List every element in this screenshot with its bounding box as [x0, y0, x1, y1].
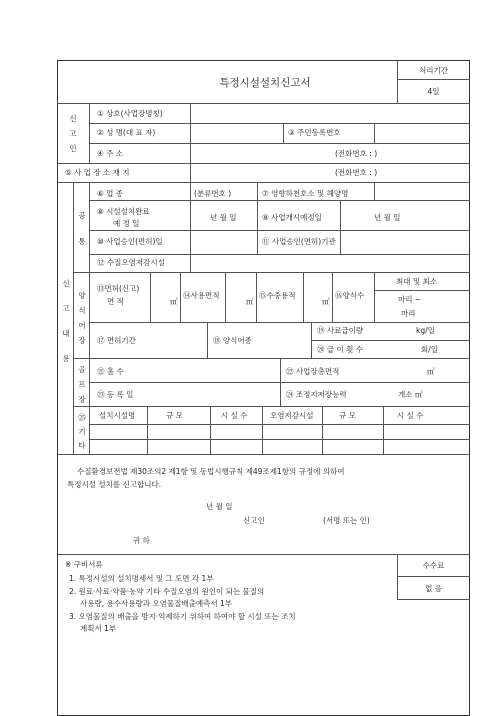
etc-col-count: 시 설 수	[221, 411, 248, 420]
divider	[262, 406, 263, 454]
section-report-char: 용	[62, 354, 70, 363]
industry-label: ⑥ 업 종	[97, 189, 123, 198]
divider	[57, 554, 470, 555]
form-title: 특정시설설치신고서	[219, 77, 311, 89]
required-docs-title: ※ 구비서류	[65, 560, 103, 569]
fee-value: 없 음	[425, 584, 442, 593]
divider	[57, 103, 470, 104]
divider	[89, 182, 90, 454]
subsection-etc-char: ㉕	[78, 413, 86, 422]
divider	[374, 123, 375, 143]
divider	[397, 576, 470, 577]
total-area-label: ㉒ 사업장총면적	[286, 367, 340, 376]
water-volume-unit: ㎡	[322, 297, 330, 306]
divider	[147, 406, 148, 454]
feeding-times-unit: 회/일	[421, 345, 439, 354]
divider	[190, 163, 191, 182]
processing-period-label: 처리기간	[419, 66, 448, 75]
completion-date-value: 년 월 일	[210, 213, 237, 222]
divider	[57, 182, 470, 183]
divider	[89, 103, 90, 163]
etc-col-reduction: 오염저감시설	[270, 411, 314, 420]
divider	[180, 272, 181, 322]
subsection-aquaculture-char: 장	[78, 336, 86, 345]
required-doc-2b: 사용량, 용수사용량과 오염물질배출예측서 1부	[80, 599, 232, 608]
approval-date-label: ⑩ 사업승인(면허)일	[97, 237, 163, 246]
start-date-label: ⑨ 사업개시예정일	[262, 213, 322, 222]
divider	[322, 406, 323, 454]
statement-line-1: 수질환경보전법 제30조의2 제1항 및 동법시행규칙 제49조제1항의 규정에 의하여	[77, 467, 345, 476]
etc-col-facility: 설치시설명	[99, 411, 136, 420]
resident-number-label: ③ 주민등록번호	[288, 128, 341, 137]
divider	[57, 163, 470, 164]
subsection-golf-char: 프	[78, 380, 86, 389]
license-period-label: ⑰ 면허기간	[97, 336, 136, 345]
stock-count-from: 마리 ~	[398, 295, 422, 304]
reservoir-capacity-label: ㉔ 조정지저장능력	[286, 390, 347, 399]
stock-count-minmax: 최대 및 최소	[396, 277, 437, 286]
divider	[374, 290, 470, 291]
statement-line-2: 특정시설 설치를 신고합니다.	[67, 480, 162, 489]
subsection-etc-char: 기	[78, 427, 86, 436]
fee-label: 수수료	[422, 561, 445, 570]
divider	[311, 340, 470, 341]
pollution-reduction-label: ⑫ 수질오염저감시설	[97, 258, 165, 267]
section-report-char: 신	[62, 279, 70, 288]
subsection-golf-char: 장	[78, 395, 86, 404]
representative-name-label: ② 성 명(대 표 자)	[97, 128, 156, 137]
divider	[210, 406, 211, 454]
addressee: 귀 하	[133, 536, 150, 545]
site-phone: (전화번호 : )	[335, 168, 378, 177]
feeding-times-label: ⑳ 급 이 횟 수	[317, 345, 364, 354]
divider	[374, 182, 375, 200]
divider	[397, 599, 470, 600]
required-doc-2a: 2. 원료·사료·약품·농약 기타 수질오염의 원인이 되는 물질의	[69, 587, 265, 596]
licensed-area-label-1: ⑬면허(신고)	[97, 284, 140, 293]
registration-date-label: ㉓ 등 록 일	[97, 390, 134, 399]
etc-col-count-2: 시 설 수	[397, 411, 424, 420]
divider	[89, 424, 470, 425]
business-name-label: ① 상호(사업장명칭)	[97, 109, 163, 118]
etc-col-scale-2: 규 모	[339, 411, 356, 420]
subsection-etc-char: 타	[78, 441, 86, 450]
site-location-label: ⑤ 사 업 장 소 재 지	[65, 168, 130, 177]
stock-count-to: 마리	[401, 309, 416, 318]
section-report-char: 고	[62, 304, 70, 313]
subsection-common-char: 통	[78, 237, 86, 246]
divider	[225, 272, 226, 322]
divider	[190, 182, 191, 272]
divider	[89, 143, 470, 144]
divider	[340, 230, 341, 254]
divider	[207, 322, 208, 358]
divider	[303, 272, 304, 322]
affected-water-label: ⑦ 영향하천호소 및 해양명	[262, 189, 349, 198]
feed-amount-label: ⑲ 사료급이량	[317, 326, 364, 335]
divider	[89, 230, 470, 231]
used-area-unit: ㎡	[246, 297, 254, 306]
subsection-common-char: 공	[78, 211, 86, 220]
divider	[89, 123, 470, 124]
section-applicant-char: 인	[69, 144, 77, 153]
divider	[397, 79, 470, 80]
divider	[190, 143, 191, 163]
subsection-aquaculture-char: 식	[78, 306, 86, 315]
species-label: ⑱ 양식어종	[213, 336, 252, 345]
section-report-char: 내	[62, 329, 70, 338]
total-area-unit: ㎡	[427, 367, 435, 376]
section-applicant-char: 고	[69, 129, 77, 138]
divider	[257, 182, 258, 254]
completion-date-label-2: 예 정 일	[113, 219, 140, 228]
divider	[57, 454, 470, 455]
divider	[150, 272, 151, 322]
holes-label: ㉑ 홀 수	[97, 367, 124, 376]
address-label: ④ 주 소	[97, 149, 123, 158]
feed-amount-unit: kg/일	[416, 326, 435, 335]
divider	[73, 406, 470, 407]
reservoir-capacity-unit: 개소 ㎡	[398, 390, 423, 399]
processing-period-value: 4일	[427, 87, 440, 96]
used-area-label: ⑭사용면적	[183, 291, 220, 300]
licensed-area-label-2: 면 적	[107, 297, 124, 306]
etc-col-scale: 규 모	[166, 411, 183, 420]
divider	[383, 406, 384, 454]
divider	[89, 439, 470, 440]
licensed-area-unit: ㎡	[170, 297, 178, 306]
required-doc-3b: 계획서 1부	[80, 624, 117, 633]
subsection-aquaculture-char: 양	[78, 291, 86, 300]
signature-label: (서명 또는 인)	[323, 516, 370, 525]
subsection-golf-char: 골	[78, 365, 86, 374]
divider	[73, 182, 74, 454]
divider	[73, 272, 470, 273]
required-doc-3a: 3. 오염물질의 배출을 방지·억제하기 위하여 하여야 할 시설 또는 조치	[69, 612, 296, 621]
water-volume-label: ⑮수중용적	[259, 291, 296, 300]
required-doc-1: 1. 특정시설의 설치명세서 및 그 도면 각 1부	[69, 574, 214, 583]
divider	[340, 200, 341, 230]
divider	[256, 272, 257, 322]
address-phone: (전화번호 : )	[335, 149, 378, 158]
divider	[89, 200, 470, 201]
divider	[374, 272, 375, 322]
approval-agency-label: ⑪ 사업승인(면허)기관	[262, 237, 336, 246]
divider	[332, 272, 333, 322]
divider	[89, 254, 470, 255]
divider	[89, 322, 470, 323]
divider	[283, 123, 284, 143]
statement-date: 년 월 일	[206, 502, 233, 511]
start-date-value: 년 월 일	[374, 213, 401, 222]
industry-classification: (분류번호 )	[194, 189, 232, 198]
stock-count-label: ⑯양식수	[335, 291, 365, 300]
applicant-label: 신고인	[243, 516, 265, 525]
section-applicant-char: 신	[69, 114, 77, 123]
subsection-aquaculture-char: 어	[78, 321, 86, 330]
divider	[89, 382, 470, 383]
completion-date-label-1: ⑧ 시설설치완료	[97, 207, 150, 216]
divider	[73, 358, 470, 359]
